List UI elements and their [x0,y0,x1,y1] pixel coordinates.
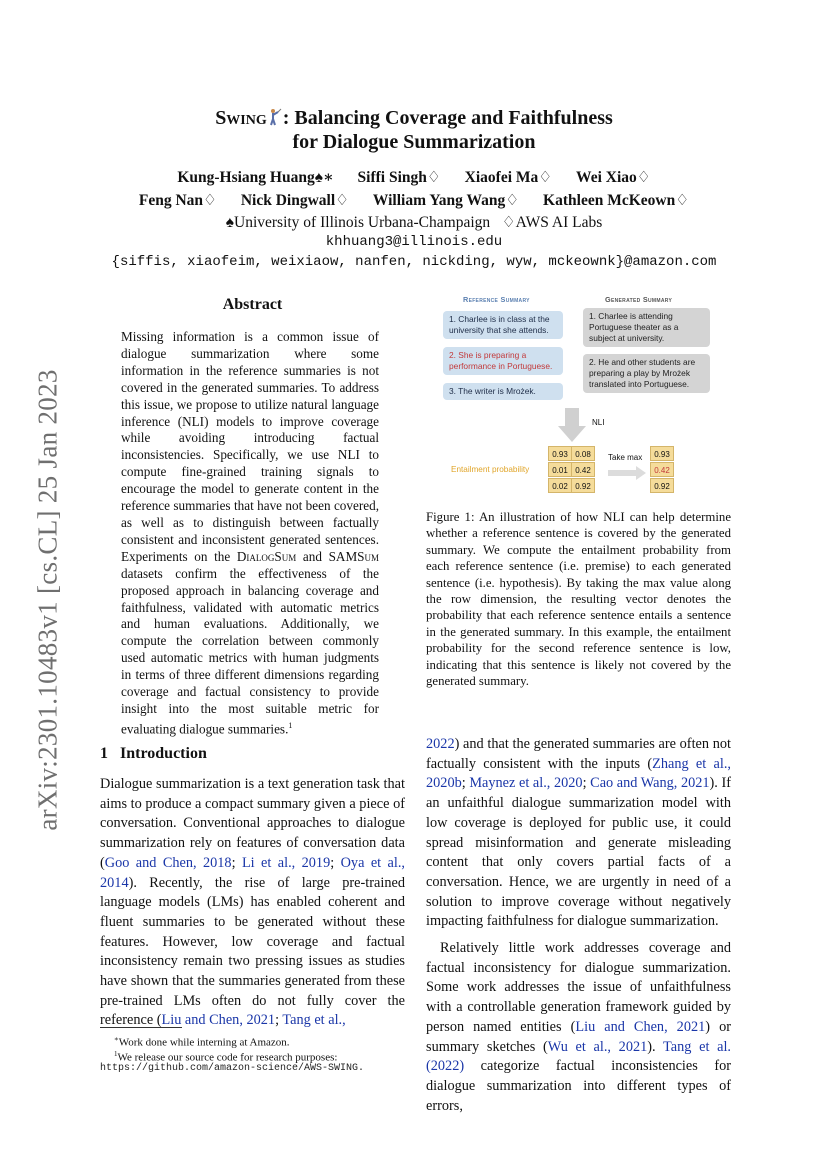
down-arrow-icon [557,408,587,444]
right-arrow-icon [608,466,648,480]
citation-link[interactable]: Li et al., 2019 [241,854,331,871]
title-line2: for Dialogue Summarization [292,131,536,153]
affiliations: ♠University of Illinois Urbana-Champaign ♢AWS AI Labs [225,214,603,231]
citation-link[interactable]: Tang et al., [282,1012,346,1029]
ref-sentence-1: 1. Charlee is in class at the university that she attends. [443,311,563,339]
citation-link[interactable]: Oya et al., 2014 [100,854,406,891]
nli-label: NLI [592,418,605,427]
ref-summary-header: Reference Summary [463,295,530,304]
arxiv-stamp: arXiv:2301.10483v1 [cs.CL] 25 Jan 2023 [32,369,63,831]
abstract-heading: Abstract [222,296,283,313]
swing-golfer-icon [268,108,282,126]
citation-link[interactable]: 2022 [426,736,455,752]
title-name: Swing [215,107,267,129]
citation-link[interactable]: Goo and Chen, 2018 [104,854,232,871]
take-max-label: Take max [608,453,643,462]
max-cell: 0.42 [650,462,674,477]
figure-1 [440,290,730,500]
citation-link[interactable]: Zhang et al., 2020b [426,755,731,792]
matrix-cell: 0.01 [548,462,572,477]
gen-sentence-1: 1. Charlee is attending Portuguese theater as a subject at university. [583,308,710,347]
author: Siffi Singh♢ [357,169,441,186]
author: Nick Dingwall♢ [240,192,350,209]
author: Feng Nan♢ [138,192,217,209]
footnote-rule [100,1027,182,1028]
intro-paragraph-1: Dialogue summarization is a text generation task that aims to produce a compact summary given a piece of conversation. Conventional approaches to dialogue summarization rely on features of conversation data (Goo and Chen, 2018; Li et al., 2019; Oya et al., 2014). Recently, the rise of large pre-trained language models (LMs) has enabled coherent and fluent summaries to be generated without these features. However, low coverage and factual inconsistency remain two pressing issues as studies have shown that the summaries generated from these pre-trained LMs often do not fully cover the reference (Liu and Chen, 2021; Tang et al., [100,776,406,1029]
citation-link[interactable]: Tang et al. (2022) [426,1038,731,1075]
gen-summary-header: Generated Summary [605,295,673,304]
max-cell: 0.92 [650,478,674,493]
intro-paragraph-3: Relatively little work addresses coverage and factual inconsistency for dialogue summarization. Some work addresses the issue of unfaithfulness with a controllable generation framework guided by person named entities (Liu and Chen, 2021) or summary sketches (Wu et al., 2021). Tang et al. (2022) categorize factual inconsistencies for dialogue summarization into different types of errors, [426,940,731,1114]
figure-caption: Figure 1: An illustration of how NLI can help determine whether a reference sentence is covered by the generated summary. We compute the entailment probability from each reference sentence (i.e. premise) to each generated sentence (i.e. hypothesis). By taking the max value along the row dimension, the resulting vector denotes the probability that each reference sentence entails a sentence in the generated summary. In this example, the entailment probability for the second reference sentence is low, indicating that this sentence is likely not covered by the generated summary. [426,510,731,689]
author: Kathleen McKeown♢ [543,192,690,209]
section-heading: 1 Introduction [100,745,207,762]
footnote-marker: 1 [288,720,293,730]
title-line1: : Balancing Coverage and Faithfulness [282,107,613,129]
dataset-name: SAMSum [328,548,380,564]
author: Xiaofei Ma♢ [464,169,553,186]
author-row-1 [0,167,828,187]
author: Wei Xiao♢ [576,169,651,186]
matrix-cell: 0.92 [571,478,595,493]
citation-link[interactable]: Wu et al., 2021 [547,1038,648,1055]
gen-sentence-2: 2. He and other students are preparing a play by Mrożek translated into Portuguese. [583,354,710,393]
footnote-1: ∗Work done while interning at Amazon. [114,1035,290,1049]
entailment-label: Entailment probability [451,465,530,474]
email-list: {siffis, xiaofeim, weixiaow, nanfen, nickding, wyw, mckeownk}@amazon.com [111,254,717,270]
intro-paragraph-2: 2022) and that the generated summaries are often not factually consistent with the inputs (Zhang et al., 2020b; Maynez et al., 2020; Cao and Wang, 2021). If an unfaithful dialogue summarization model with low coverage is deployed for public use, it could spread misinformation and generate misleading content that only covers partial facts of a conversation. Hence, we are urgently in need of a solution to improve coverage without negatively impacting faithfulness for dialogue summarization. [426,736,732,930]
abstract-body: Missing information is a common issue of dialogue summarization where some information in the reference summaries is not covered in the generated summaries. To address this issue, we propose to utilize natural language inference (NLI) models to improve coverage while avoiding introducing factual inconsistencies. Specifically, we use NLI to compute fine-grained training signals to encourage the model to generate content in the reference summaries that have not been covered, as well as to distinguish between factually consistent and inconsistent generated sentences. Experiments on the DialogSum and SAMSum datasets confirm the effectiveness of the proposed approach in balancing coverage and faithfulness, validated with automatic metrics and human evaluations. Additionally, we compute the correlation between commonly used automatic metrics with human judgments in terms of three different dimensions regarding coverage and factual consistency to provide insight into the most suitable metric for evaluating dialogue summaries.$^1$ [121,329,380,737]
paper-title [0,106,828,154]
matrix-cell: 0.02 [548,478,572,493]
dataset-name: DialogSum [236,548,297,564]
citation-link[interactable]: Liu and Chen, 2021 [161,1012,276,1029]
citation-link[interactable]: Liu and Chen, 2021 [575,1018,706,1035]
max-cell: 0.93 [650,446,674,461]
matrix-cell: 0.42 [571,462,595,477]
email-primary: khhuang3@illinois.edu [325,234,503,250]
ref-sentence-3: 3. The writer is Mrożek. [443,383,563,400]
citation-link[interactable]: Maynez et al., 2020 [469,775,583,792]
author: Kung-Hsiang Huang♠∗ [177,169,334,186]
author-row-2 [0,190,828,210]
body-column-2 [426,735,731,1116]
ref-sentence-2: 2. She is preparing a performance in Portuguese. [443,347,563,375]
source-code-url[interactable]: https://github.com/amazon-science/AWS-SWING. [100,1063,365,1074]
footnote-2: $^1$We release our source code for research purposes: [114,1050,338,1064]
matrix-cell: 0.08 [571,446,595,461]
matrix-cell: 0.93 [548,446,572,461]
citation-link[interactable]: Cao and Wang, 2021 [590,775,710,792]
author: William Yang Wang♢ [372,192,520,209]
